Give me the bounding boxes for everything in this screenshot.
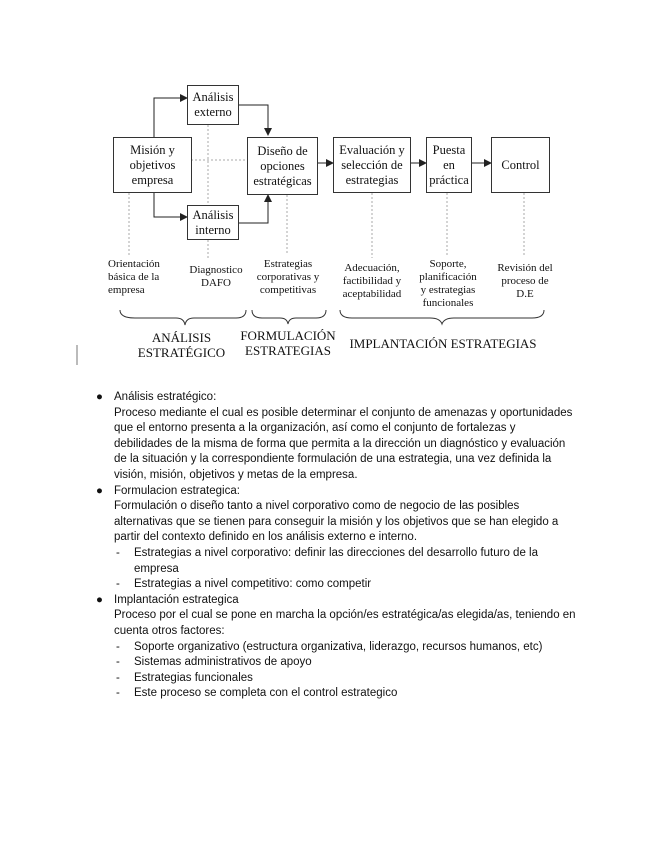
box-analisis-interno: Análisis interno bbox=[187, 205, 239, 240]
phase-formulacion-estrategias: FORMULACIÓN ESTRATEGIAS bbox=[240, 328, 336, 358]
label-orientacion: Orientación básica de la empresa bbox=[108, 258, 160, 296]
box-analisis-externo: Análisis externo bbox=[187, 85, 239, 125]
arrow-externo-diseno bbox=[239, 105, 268, 135]
box-mision-objetivos: Misión y objetivos empresa bbox=[113, 137, 192, 193]
label-estrategias-corporativas: Estrategias corporativas y competitivas bbox=[256, 258, 320, 296]
box-puesta-practica: Puesta en práctica bbox=[426, 137, 472, 193]
dash-icon: - bbox=[116, 656, 120, 669]
dash-icon: - bbox=[116, 640, 120, 653]
dash-icon: - bbox=[116, 546, 120, 559]
bullet-paragraph: Proceso mediante el cual es posible determinar el conjunto de amenazas y oportunidades que el entorno presenta a la organización, así como el conjunto de fortalezas y debilidades de la misma de forma que permita a la dirección un diagnóstico y evaluación de la situación y la correspondiente formulación de una estrategia, una vez definida la visión, misión, objetivos y metas de la empresa. bbox=[114, 406, 573, 481]
bullet-title: Formulacion estrategica: bbox=[114, 484, 240, 497]
sub-list-item bbox=[96, 577, 576, 593]
list-item bbox=[96, 484, 576, 546]
arrow-mision-interno bbox=[154, 192, 187, 217]
label-adecuacion: Adecuación, factibilidad y aceptabilidad bbox=[342, 262, 402, 300]
sub-item-text: Estrategias a nivel corporativo: definir las direcciones del desarrollo futuro de la empresa bbox=[134, 546, 538, 575]
sub-item-text: Este proceso se completa con el control estrategico bbox=[134, 687, 398, 700]
box-evaluacion-seleccion: Evaluación y selección de estrategias bbox=[333, 137, 411, 193]
brace-analisis bbox=[120, 310, 246, 325]
dash-icon: - bbox=[116, 671, 120, 684]
bullet-icon: ● bbox=[96, 391, 103, 403]
dash-icon: - bbox=[116, 687, 120, 700]
arrow-interno-diseno bbox=[239, 195, 268, 223]
sub-list-item bbox=[96, 640, 576, 656]
phase-implantacion-estrategias: IMPLANTACIÓN ESTRATEGIAS bbox=[349, 336, 537, 351]
bullet-paragraph: Proceso por el cual se pone en marcha la opción/es estratégica/as elegida/as, teniendo en cuenta otros factores: bbox=[114, 609, 576, 637]
dash-icon: - bbox=[116, 578, 120, 591]
bullet-title: Implantación estrategica bbox=[114, 593, 239, 606]
list-item bbox=[96, 593, 576, 640]
document-body bbox=[96, 390, 576, 702]
label-soporte: Soporte, planificación y estrategias funcionales bbox=[419, 258, 477, 309]
phase-analisis-estrategico: ANÁLISIS ESTRATÉGICO bbox=[137, 330, 226, 360]
sub-item-text: Sistemas administrativos de apoyo bbox=[134, 656, 312, 669]
brace-formulacion bbox=[252, 310, 326, 324]
list-item bbox=[96, 390, 576, 484]
sub-item-text: Estrategias a nivel competitivo: como competir bbox=[134, 578, 372, 591]
sub-item-text: Soporte organizativo (estructura organizativa, liderazgo, recursos humanos, etc) bbox=[134, 640, 543, 653]
bullet-title: Análisis estratégico: bbox=[114, 391, 217, 403]
brace-implantacion bbox=[340, 310, 544, 324]
sub-list-item bbox=[96, 546, 576, 577]
box-diseno-opciones: Diseño de opciones estratégicas bbox=[247, 137, 318, 195]
bullet-icon: ● bbox=[96, 484, 103, 497]
label-revision: Revisión del proceso de D.E bbox=[497, 262, 553, 300]
sub-item-text: Estrategias funcionales bbox=[134, 671, 253, 684]
sub-list-item bbox=[96, 671, 576, 687]
sub-list-item bbox=[96, 655, 576, 671]
arrow-mision-externo bbox=[154, 98, 187, 137]
text-cursor bbox=[76, 345, 78, 365]
label-diagnostico-dafo: Diagnostico DAFO bbox=[189, 264, 243, 289]
box-control: Control bbox=[491, 137, 550, 193]
bullet-icon: ● bbox=[96, 593, 103, 606]
bullet-paragraph: Formulación o diseño tanto a nivel corporativo como de negocio de las posibles alternativas que se tienen para conseguir la misión y los objetivos que se han elegido a partir del contexto definido en los análisis externo e interno. bbox=[114, 500, 559, 544]
strategic-process-diagram bbox=[0, 0, 655, 380]
sub-list-item bbox=[96, 686, 576, 702]
